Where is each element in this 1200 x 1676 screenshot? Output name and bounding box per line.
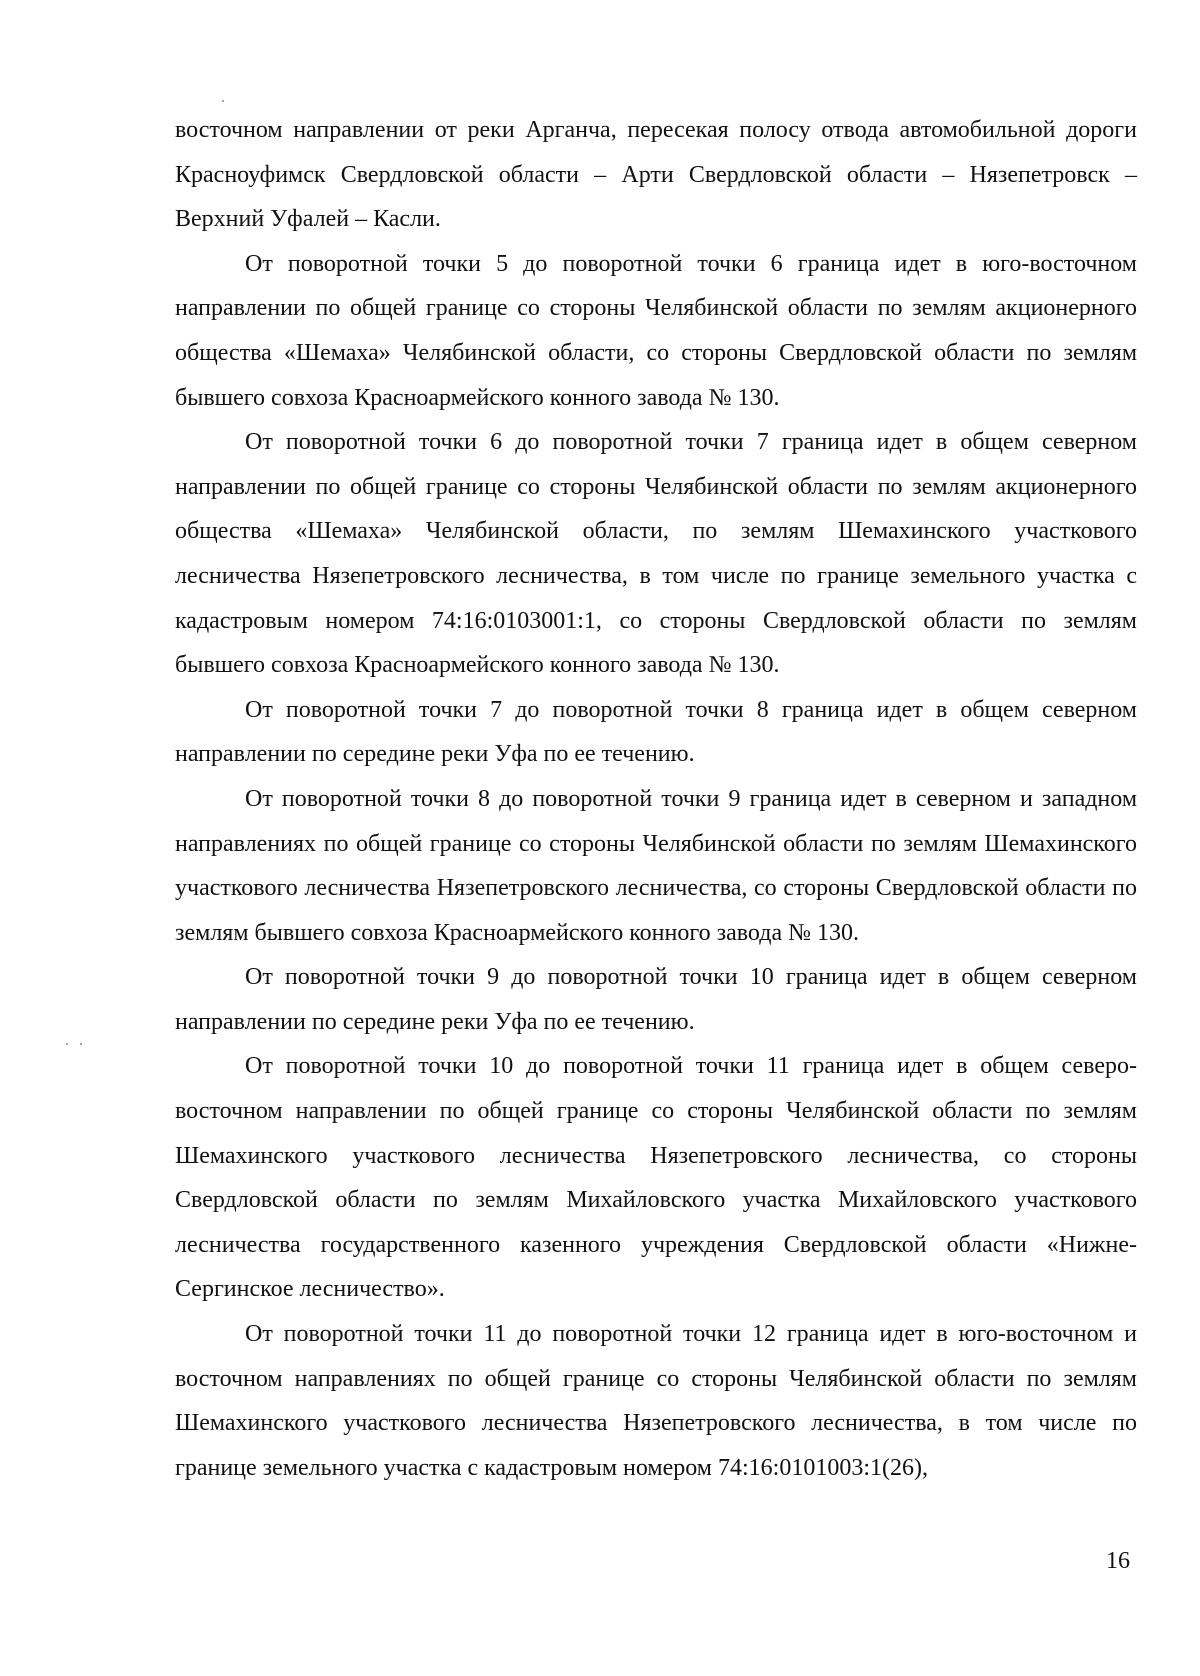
paragraph: От поворотной точки 11 до поворотной точки 12 граница идет в юго-восточном и восточном направлениях по общей границе со стороны Челябинской области по землям Шемахинского участкового лесничества Нязепетровского лесничества, в том числе по границе земельного участка с кадастровым номером 74:16:0101003:1(26), — [175, 1321, 1137, 1481]
body-text — [175, 108, 1137, 1490]
paragraph: От поворотной точки 6 до поворотной точки 7 граница идет в общем северном направлении по общей границе со стороны Челябинской области по землям акционерного общества «Шемаха» Челябинской области, по землям Шемахинского участкового лесничества Нязепетровского лесничества, в том числе по границе земельного участка с кадастровым номером 74:16:0103001:1, со стороны Свердловской области по землям бывшего совхоза Красноармейского конного завода № 130. — [175, 429, 1137, 679]
paragraph: восточном направлении от реки Арганча, пересекая полосу отвода автомобильной дороги Красноуфимск Свердловской области – Арти Свердловской области – Нязепетровск – Верхний Уфалей – Касли. — [175, 117, 1137, 233]
page-number: 16 — [1106, 1548, 1130, 1574]
scan-speck — [80, 1043, 82, 1045]
scan-speck — [222, 100, 224, 102]
scan-speck — [66, 1043, 68, 1045]
paragraph: От поворотной точки 8 до поворотной точки 9 граница идет в северном и западном направлениях по общей границе со стороны Челябинской области по землям Шемахинского участкового лесничества Нязепетровского лесничества, со стороны Свердловской области по землям бывшего совхоза Красноармейского конного завода № 130. — [175, 785, 1137, 946]
paragraph: От поворотной точки 10 до поворотной точки 11 граница идет в общем северовосточном направлении по общей границе со стороны Челябинской области по землям Шемахинского участкового лесничества Нязепетровского лесничества, со стороны Свердловской области по землям Михайловского участка Михайловского участкового лесничества государственного казенного учреждения Свердловской области «Нижне-Сергинское лесничество». — [175, 1053, 1137, 1303]
paragraph: От поворотной точки 9 до поворотной точки 10 граница идет в общем северном направлении по середине реки Уфа по ее течению. — [175, 964, 1137, 1035]
paragraph: От поворотной точки 7 до поворотной точки 8 граница идет в общем северном направлении по середине реки Уфа по ее течению. — [175, 696, 1137, 768]
paragraph: От поворотной точки 5 до поворотной точки 6 граница идет в юго-восточном направлении по общей границе со стороны Челябинской области по землям акционерного общества «Шемаха» Челябинской области, со стороны Свердловской области по землям бывшего совхоза Красноармейского конного завода № 130. — [175, 250, 1137, 411]
